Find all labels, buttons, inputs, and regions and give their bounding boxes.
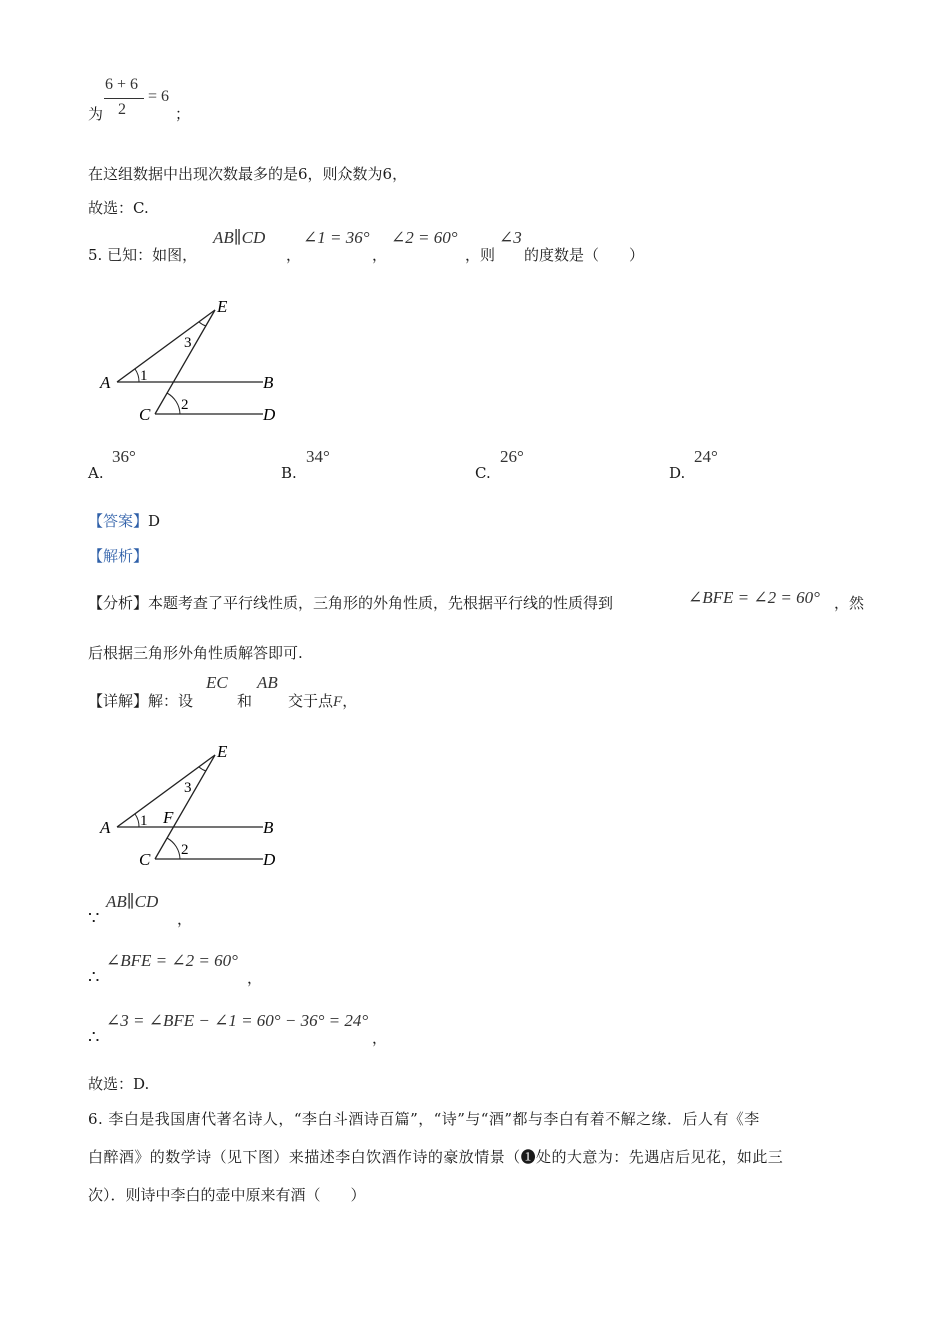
option-b[interactable] [281, 447, 401, 487]
question-6-line-3: 次）．则诗中李白的壶中原来有酒（ ） [88, 1186, 366, 1204]
fig1-angle-1: 1 [140, 368, 148, 384]
fig1-label-a: A [100, 373, 111, 392]
fig2-angle-1: 1 [140, 813, 148, 829]
q5-tail: 的度数是（ ） [524, 246, 645, 264]
fig2-label-b: B [263, 818, 274, 837]
fenxi-line-1 [88, 592, 613, 613]
q5-cond-angle1: ∠1 = 36° [303, 228, 370, 247]
option-c[interactable] [475, 447, 595, 487]
fenxi-after: ，然 [834, 594, 865, 612]
q5-sep1: ， [286, 246, 302, 264]
option-d[interactable] [669, 447, 789, 487]
detail-line [88, 690, 193, 711]
option-a[interactable] [88, 447, 208, 487]
step-2-symbol: ∴ [88, 967, 100, 988]
fig2-angle-2: 2 [181, 842, 189, 858]
fig2-label-f: F [163, 808, 174, 827]
mode-line: 在这组数据中出现次数最多的是6，则众数为6， [88, 165, 408, 183]
fenxi-math: ∠BFE = ∠2 = 60° [688, 588, 820, 607]
step-1-comma: ， [177, 910, 193, 928]
fig2-label-e: E [217, 742, 228, 761]
step-1-symbol: ∵ [88, 908, 100, 929]
step-3-math: ∠3 = ∠BFE − ∠1 = 60° − 36° = 24° [106, 1011, 369, 1030]
fig1-label-d: D [263, 405, 276, 424]
step-2-math: ∠BFE = ∠2 = 60° [106, 951, 238, 970]
step-3-symbol: ∴ [88, 1027, 100, 1048]
fenxi-tag: 【分析】 [88, 594, 149, 612]
fraction-prefix: 为 [88, 105, 104, 123]
detail-comma: ， [342, 692, 358, 710]
fenxi-text: 本题考查了平行线性质，三角形的外角性质，先根据平行线的性质得到 [148, 594, 614, 612]
q5-cond-angle2: ∠2 = 60° [391, 228, 458, 247]
detail-ec: EC [206, 673, 228, 692]
fraction-result: = 6 [148, 88, 170, 105]
option-d-value: 24° [694, 447, 718, 466]
option-a-value: 36° [112, 447, 136, 466]
detail-and: 和 [237, 692, 253, 710]
fraction-suffix: ； [175, 105, 191, 123]
q5-sep3: ，则 [465, 246, 496, 264]
question-6-line-2: 白醉酒》的数学诗（见下图）来描述李白饮酒作诗的豪放情景（❶处的大意为：先遇店后见花，如此三 [88, 1148, 784, 1166]
geometry-figure-2 [95, 737, 295, 877]
answer-tag: 【答案】 [88, 512, 149, 530]
fig1-label-c: C [139, 405, 151, 424]
option-a-letter: A. [88, 464, 104, 482]
question-6-line-1: 6. 李白是我国唐代著名诗人，“李白斗酒诗百篇”，“诗”与“酒”都与李白有着不解之缘．后人有《李 [88, 1110, 760, 1128]
fenxi-line-2: 后根据三角形外角性质解答即可. [88, 644, 303, 662]
option-b-letter: B. [281, 464, 297, 482]
fig2-label-c: C [139, 850, 151, 869]
option-c-letter: C. [475, 464, 491, 482]
question-5-stem [88, 244, 197, 265]
choice-line-2: 故选：D. [88, 1075, 150, 1093]
geometry-figure-1 [95, 290, 295, 430]
fig2-angle-3: 3 [184, 780, 192, 796]
detail-tail-text: 交于点 [288, 692, 334, 710]
answer-value: D [148, 512, 161, 530]
fig1-angle-2: 2 [181, 397, 189, 413]
q5-sep2: ， [372, 246, 388, 264]
fig2-label-a: A [100, 818, 111, 837]
q5-label: 5. 已知：如图， [88, 246, 198, 264]
step-3-comma: ， [372, 1029, 388, 1047]
detail-tail [288, 690, 357, 711]
answer-line [88, 510, 160, 531]
analysis-tag: 【解析】 [88, 547, 149, 565]
detail-f: F [333, 694, 343, 710]
step-1-math: AB∥CD [106, 892, 159, 911]
fig1-angle-3: 3 [184, 335, 192, 351]
detail-ab: AB [257, 673, 278, 692]
fraction-denominator: 2 [118, 101, 126, 118]
option-b-value: 34° [306, 447, 330, 466]
fraction-bar [104, 98, 144, 99]
detail-text: 解：设 [148, 692, 194, 710]
fraction-numerator: 6 + 6 [105, 76, 139, 93]
choice-line-1: 故选：C. [88, 199, 149, 217]
fig2-label-d: D [263, 850, 276, 869]
option-c-value: 26° [500, 447, 524, 466]
fig1-label-b: B [263, 373, 274, 392]
detail-tag: 【详解】 [88, 692, 149, 710]
fig1-label-e: E [217, 297, 228, 316]
step-2-comma: ， [247, 969, 263, 987]
option-d-letter: D. [669, 464, 686, 482]
q5-cond-parallel: AB∥CD [213, 228, 266, 247]
q5-target-angle: ∠3 [499, 228, 522, 247]
